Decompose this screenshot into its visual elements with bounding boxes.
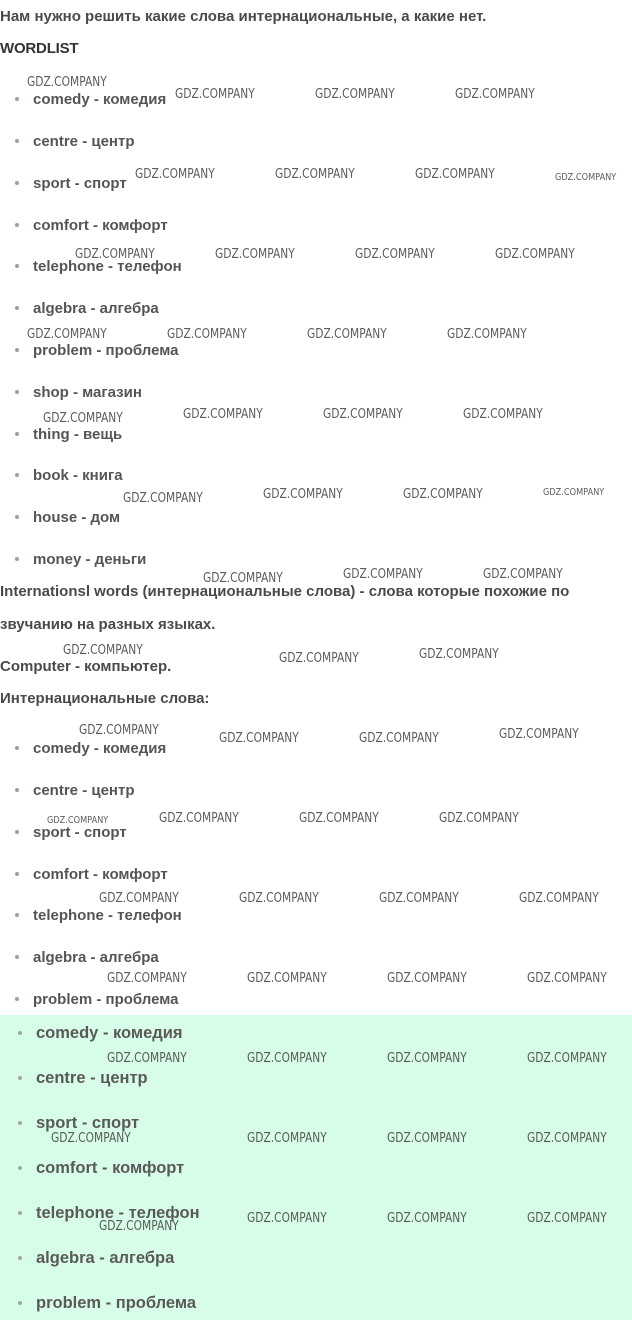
list-item: house - дом xyxy=(15,508,120,528)
watermark-text: GDZ.COMPANY xyxy=(51,1131,131,1146)
watermark-text: GDZ.COMPANY xyxy=(307,327,387,342)
watermark-text: GDZ.COMPANY xyxy=(483,567,563,582)
bullet-icon xyxy=(15,788,19,792)
watermark-text: GDZ.COMPANY xyxy=(387,971,467,986)
watermark-text: GDZ.COMPANY xyxy=(99,1219,179,1234)
watermark-text: GDZ.COMPANY xyxy=(279,651,359,666)
watermark-text: GDZ.COMPANY xyxy=(275,167,355,182)
watermark-text: GDZ.COMPANY xyxy=(99,891,179,906)
watermark-text: GDZ.COMPANY xyxy=(543,487,605,498)
bullet-icon xyxy=(18,1121,22,1125)
watermark-text: GDZ.COMPANY xyxy=(415,167,495,182)
bullet-icon xyxy=(15,390,19,394)
watermark-text: GDZ.COMPANY xyxy=(447,327,527,342)
watermark-text: GDZ.COMPANY xyxy=(247,1051,327,1066)
definition-line-2: звучанию на разных языках. xyxy=(0,616,216,633)
list-item: algebra - алгебра xyxy=(15,948,159,968)
watermark-text: GDZ.COMPANY xyxy=(159,811,239,826)
watermark-text: GDZ.COMPANY xyxy=(527,1131,607,1146)
watermark-text: GDZ.COMPANY xyxy=(387,1211,467,1226)
bullet-icon xyxy=(15,515,19,519)
watermark-text: GDZ.COMPANY xyxy=(439,811,519,826)
watermark-text: GDZ.COMPANY xyxy=(215,247,295,262)
bullet-icon xyxy=(15,955,19,959)
list-item: thing - вещь xyxy=(15,425,122,445)
bullet-icon xyxy=(15,432,19,436)
list-item: sport - спорт xyxy=(15,174,127,194)
list-item: telephone - телефон xyxy=(15,906,182,926)
watermark-text: GDZ.COMPANY xyxy=(387,1051,467,1066)
bullet-icon xyxy=(15,306,19,310)
list-item: money - деньги xyxy=(15,550,146,570)
list-item: algebra - алгебра xyxy=(18,1247,174,1269)
watermark-text: GDZ.COMPANY xyxy=(239,891,319,906)
bullet-icon xyxy=(18,1256,22,1260)
bullet-icon xyxy=(15,181,19,185)
bullet-icon xyxy=(18,1301,22,1305)
list-item: problem - проблема xyxy=(18,1292,196,1314)
watermark-text: GDZ.COMPANY xyxy=(419,647,499,662)
list-item: problem - проблема xyxy=(15,341,179,361)
list-item: comfort - комфорт xyxy=(15,865,168,885)
bullet-icon xyxy=(15,473,19,477)
watermark-text: GDZ.COMPANY xyxy=(463,407,543,422)
answer-box xyxy=(0,1015,632,1320)
bullet-icon xyxy=(15,913,19,917)
watermark-text: GDZ.COMPANY xyxy=(499,727,579,742)
watermark-text: GDZ.COMPANY xyxy=(203,571,283,586)
watermark-text: GDZ.COMPANY xyxy=(219,731,299,746)
watermark-text: GDZ.COMPANY xyxy=(135,167,215,182)
watermark-text: GDZ.COMPANY xyxy=(175,87,255,102)
watermark-text: GDZ.COMPANY xyxy=(247,971,327,986)
watermark-text: GDZ.COMPANY xyxy=(455,87,535,102)
bullet-icon xyxy=(18,1031,22,1035)
watermark-text: GDZ.COMPANY xyxy=(387,1131,467,1146)
watermark-text: GDZ.COMPANY xyxy=(527,971,607,986)
list-item: comedy - комедия xyxy=(18,1022,183,1044)
bullet-icon xyxy=(15,97,19,101)
bullet-icon xyxy=(15,997,19,1001)
bullet-icon xyxy=(15,746,19,750)
list-item: centre - центр xyxy=(15,781,134,801)
list-item: book - книга xyxy=(15,466,123,486)
watermark-text: GDZ.COMPANY xyxy=(247,1131,327,1146)
watermark-text: GDZ.COMPANY xyxy=(47,815,109,826)
list-item: comfort - комфорт xyxy=(18,1157,184,1179)
bullet-icon xyxy=(15,830,19,834)
bullet-icon xyxy=(15,264,19,268)
intro-text: Нам нужно решить какие слова интернациональные, а какие нет. xyxy=(0,8,487,25)
bullet-icon xyxy=(15,223,19,227)
watermark-text: GDZ.COMPANY xyxy=(527,1211,607,1226)
watermark-text: GDZ.COMPANY xyxy=(123,491,203,506)
bullet-icon xyxy=(15,557,19,561)
watermark-text: GDZ.COMPANY xyxy=(63,643,143,658)
list-item: problem - проблема xyxy=(15,990,179,1010)
watermark-text: GDZ.COMPANY xyxy=(183,407,263,422)
bullet-icon xyxy=(15,348,19,352)
watermark-text: GDZ.COMPANY xyxy=(555,172,617,183)
watermark-text: GDZ.COMPANY xyxy=(403,487,483,502)
international-heading: Интернациональные слова: xyxy=(0,690,210,707)
wordlist-heading: WORDLIST xyxy=(0,40,79,57)
watermark-text: GDZ.COMPANY xyxy=(107,1051,187,1066)
bullet-icon xyxy=(18,1076,22,1080)
list-item: telephone - телефон xyxy=(18,1202,200,1224)
watermark-text: GDZ.COMPANY xyxy=(343,567,423,582)
example-text: Computer - компьютер. xyxy=(0,658,172,675)
watermark-text: GDZ.COMPANY xyxy=(359,731,439,746)
watermark-text: GDZ.COMPANY xyxy=(43,411,123,426)
bullet-icon xyxy=(18,1166,22,1170)
bullet-icon xyxy=(15,872,19,876)
definition-line-1: Internationsl words (интернациональные слова) - слова которые похожие по xyxy=(0,583,570,600)
watermark-text: GDZ.COMPANY xyxy=(167,327,247,342)
list-item: comfort - комфорт xyxy=(15,216,168,236)
bullet-icon xyxy=(15,139,19,143)
bullet-icon xyxy=(18,1211,22,1215)
watermark-text: GDZ.COMPANY xyxy=(355,247,435,262)
watermark-text: GDZ.COMPANY xyxy=(247,1211,327,1226)
watermark-text: GDZ.COMPANY xyxy=(79,723,159,738)
watermark-text: GDZ.COMPANY xyxy=(27,327,107,342)
watermark-text: GDZ.COMPANY xyxy=(315,87,395,102)
watermark-text: GDZ.COMPANY xyxy=(75,247,155,262)
watermark-text: GDZ.COMPANY xyxy=(263,487,343,502)
watermark-text: GDZ.COMPANY xyxy=(519,891,599,906)
watermark-text: GDZ.COMPANY xyxy=(379,891,459,906)
watermark-text: GDZ.COMPANY xyxy=(495,247,575,262)
watermark-text: GDZ.COMPANY xyxy=(527,1051,607,1066)
list-item: centre - центр xyxy=(18,1067,148,1089)
list-item: shop - магазин xyxy=(15,383,142,403)
watermark-text: GDZ.COMPANY xyxy=(299,811,379,826)
list-item: sport - спорт xyxy=(15,823,127,843)
list-item: comedy - комедия xyxy=(15,739,166,759)
list-item: telephone - телефон xyxy=(15,257,182,277)
list-item: centre - центр xyxy=(15,132,134,152)
list-item: comedy - комедия xyxy=(15,90,166,110)
list-item: sport - спорт xyxy=(18,1112,139,1134)
watermark-text: GDZ.COMPANY xyxy=(107,971,187,986)
watermark-text: GDZ.COMPANY xyxy=(27,75,107,90)
list-item: algebra - алгебра xyxy=(15,299,159,319)
watermark-text: GDZ.COMPANY xyxy=(323,407,403,422)
